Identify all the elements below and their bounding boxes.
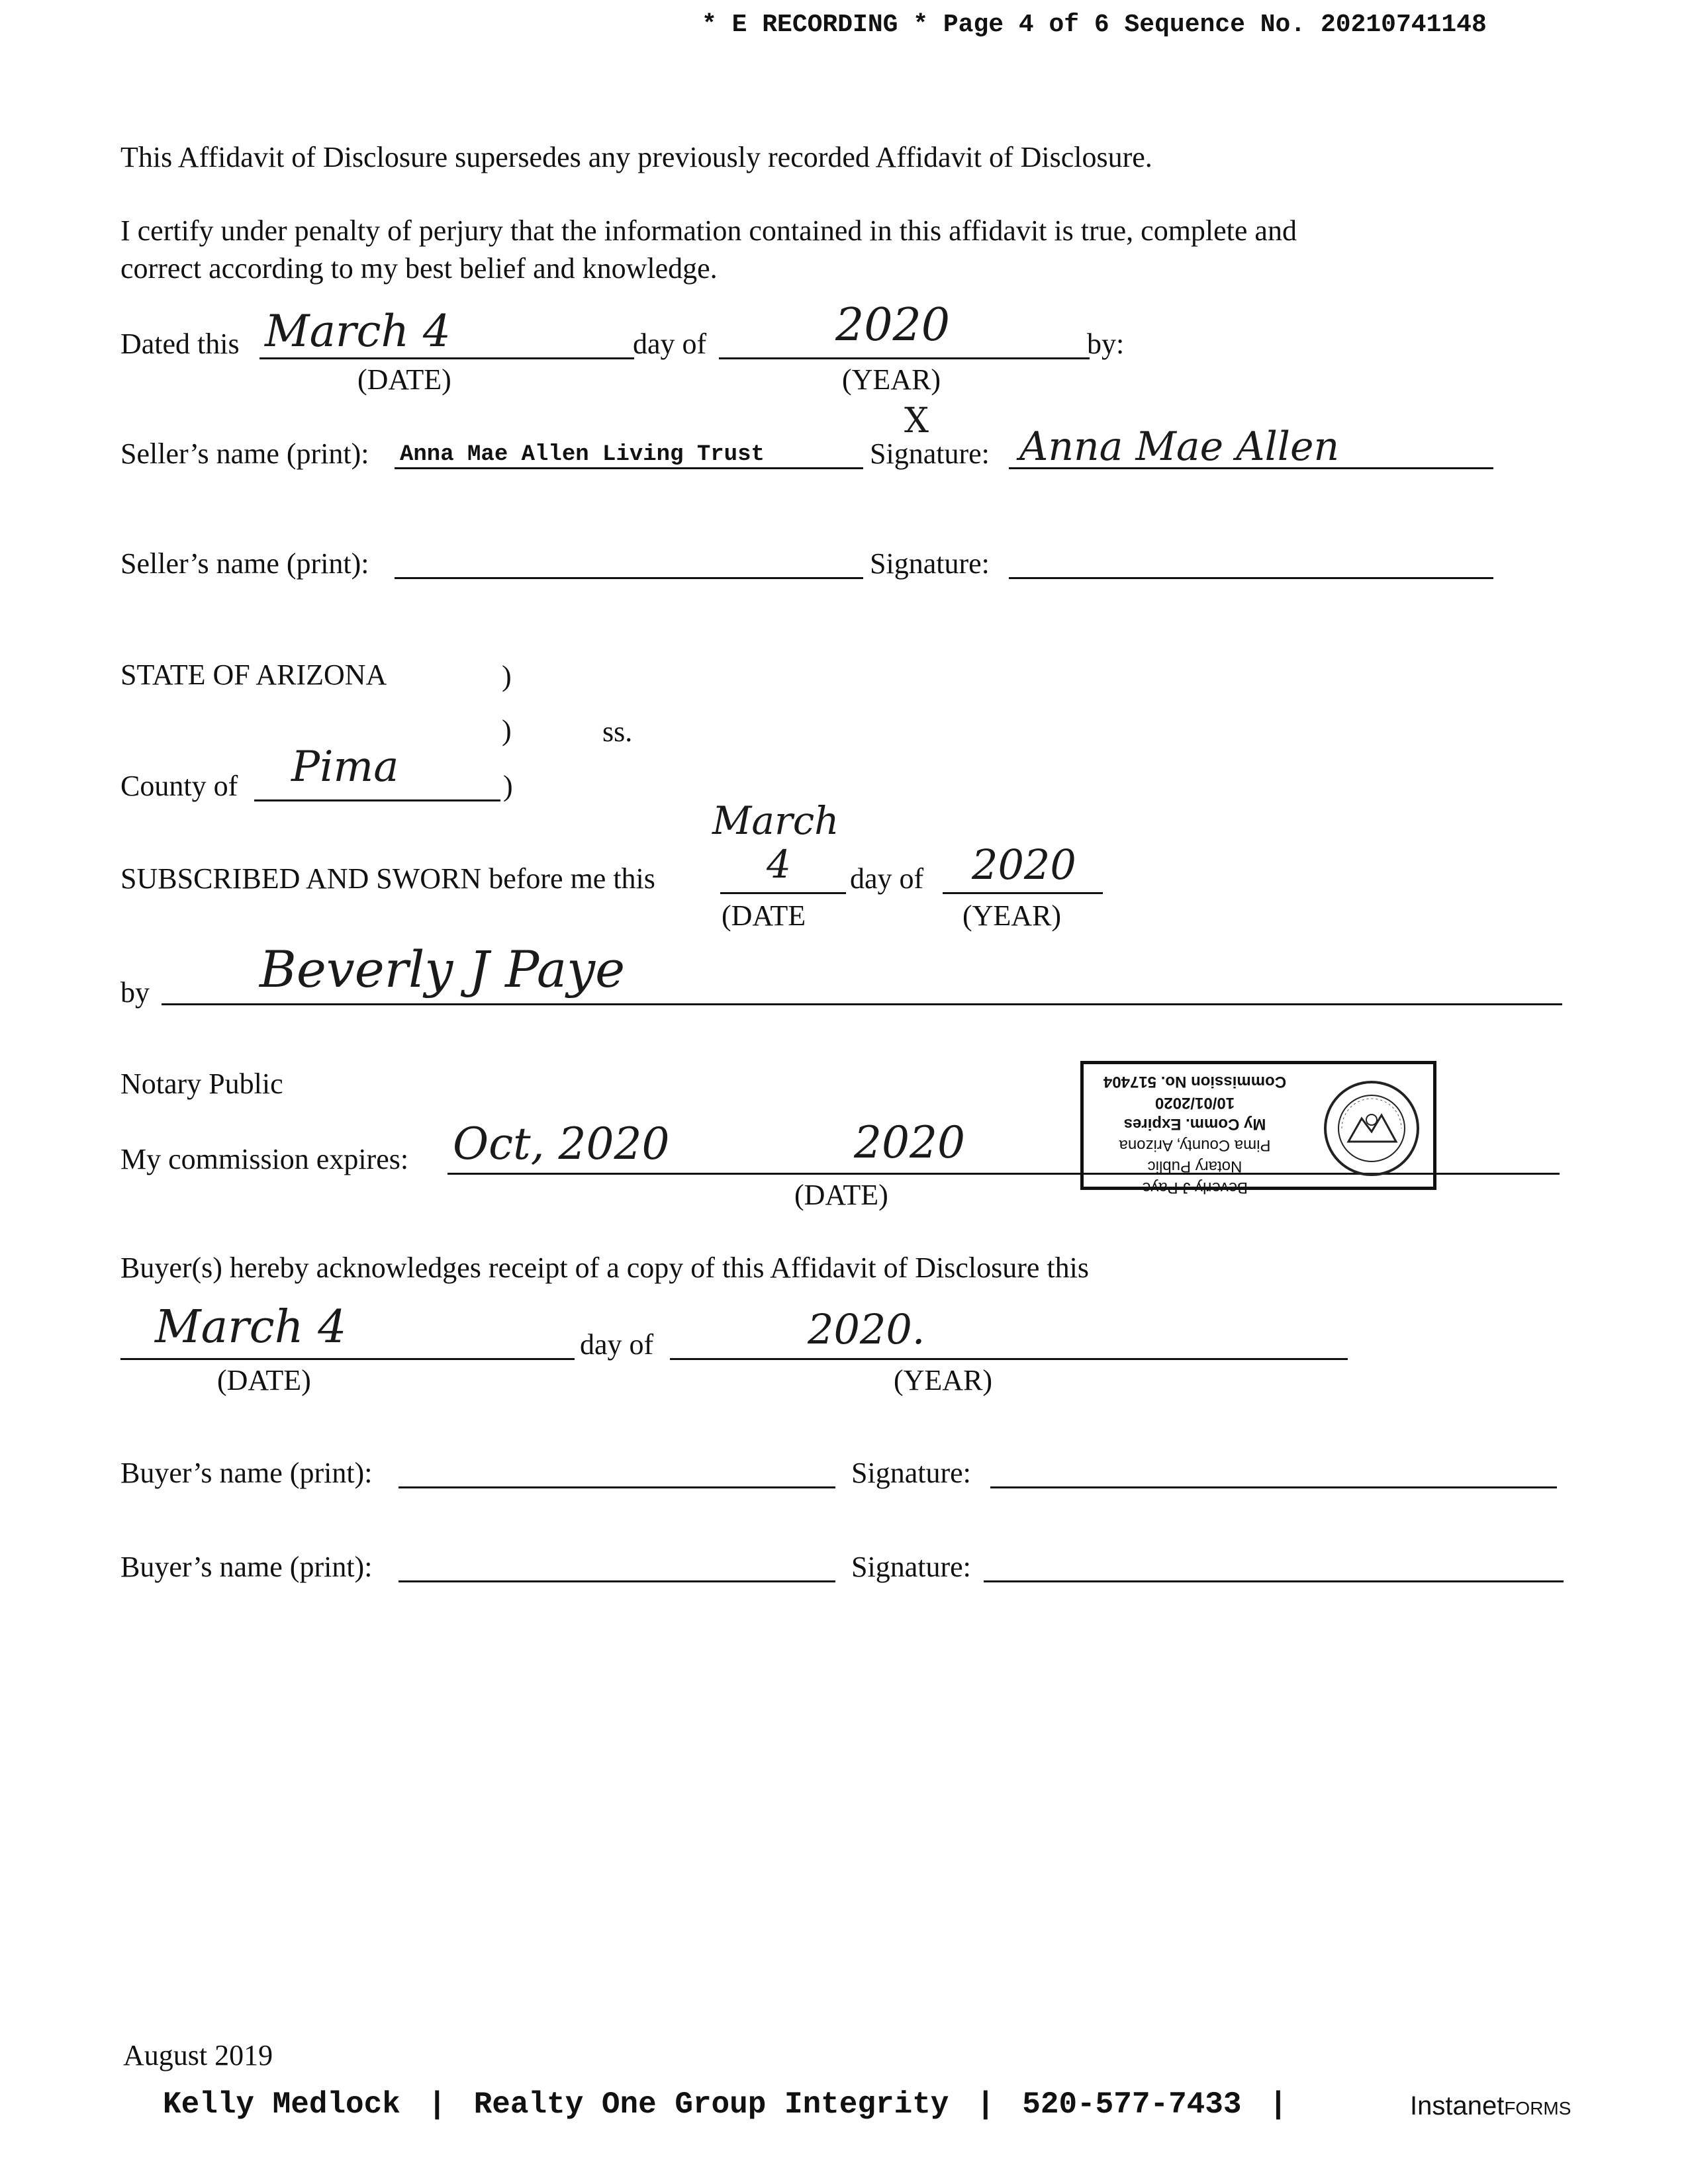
sworn-day-handwritten: 4 <box>767 842 791 887</box>
county-line[interactable] <box>254 799 500 801</box>
county-label: County of <box>120 770 238 802</box>
dated-year-line[interactable] <box>719 357 1090 359</box>
sworn-day-line[interactable] <box>720 892 846 894</box>
buyer-ack-date-handwritten: March 4 <box>155 1301 347 1353</box>
footer-agent-name: Kelly Medlock <box>163 2087 400 2122</box>
dated-day-of: day of <box>633 328 707 360</box>
dated-date-caption: (DATE) <box>357 363 451 396</box>
buyer-ack-text: Buyer(s) hereby acknowledges receipt of a copy of this Affidavit of Disclosure this <box>120 1251 1089 1284</box>
notary-stamp <box>1080 1061 1436 1197</box>
seller1-signature-handwritten: Anna Mae Allen <box>1019 424 1340 470</box>
buyer2-name-line[interactable] <box>399 1580 835 1582</box>
buyer1-name-line[interactable] <box>399 1486 835 1488</box>
stamp-line-4: My Comm. Expires 10/01/2020 <box>1123 1094 1266 1133</box>
state-ss: ss. <box>602 715 633 748</box>
certify-line-1: I certify under penalty of perjury that the information contained in this affidavit is true, complete and <box>120 214 1297 247</box>
buyer2-name-label: Buyer’s name (print): <box>120 1551 373 1583</box>
buyer-ack-year-caption: (YEAR) <box>894 1364 993 1396</box>
seller1-name-value: Anna Mae Allen Living Trust <box>400 442 765 467</box>
sworn-year-handwritten: 2020 <box>972 841 1076 889</box>
certify-line-2: correct according to my best belief and knowledge. <box>120 252 718 285</box>
dated-date-line[interactable] <box>259 357 634 359</box>
footer-phone: 520-577-7433 <box>1022 2087 1242 2122</box>
sworn-prefix: SUBSCRIBED AND SWORN before me this <box>120 862 655 895</box>
commission-date-caption: (DATE) <box>794 1179 888 1211</box>
by-label: by <box>120 976 150 1009</box>
dated-year-caption: (YEAR) <box>842 363 941 396</box>
dated-date-handwritten: March 4 <box>265 306 451 357</box>
commission-year-handwritten: 2020 <box>854 1117 965 1168</box>
state-label: STATE OF ARIZONA <box>120 659 387 691</box>
commission-handwritten: Oct, 2020 <box>453 1118 670 1169</box>
logo-suffix: FORMS <box>1504 2098 1571 2118</box>
stamp-line-1: Beverly J Paye <box>1141 1179 1248 1197</box>
buyer1-signature-label: Signature: <box>851 1457 971 1489</box>
instanet-forms-logo <box>1410 2091 1571 2121</box>
recording-header: * E RECORDING * Page 4 of 6 Sequence No. 20210741148 <box>702 11 1487 39</box>
logo-main: Instanet <box>1410 2091 1505 2120</box>
seller1-signature-mark: X <box>904 401 929 441</box>
stamp-line-3: Pima County, Arizona <box>1119 1136 1271 1154</box>
notary-stamp-text <box>1096 1071 1294 1198</box>
dated-by: by: <box>1087 328 1125 360</box>
by-handwritten: Beverly J Paye <box>259 940 626 999</box>
sworn-year-line[interactable] <box>943 892 1103 894</box>
seller1-signature-label: Signature: <box>870 437 990 470</box>
county-handwritten: Pima <box>291 743 399 792</box>
footer-separator: | <box>1269 2087 1288 2122</box>
sworn-year-caption: (YEAR) <box>962 899 1062 932</box>
buyer-ack-day-of: day of <box>580 1328 654 1361</box>
supersedes-statement: This Affidavit of Disclosure supersedes any previously recorded Affidavit of Disclosure. <box>120 141 1152 173</box>
buyer-ack-year-handwritten: 2020. <box>808 1305 925 1353</box>
sworn-month-handwritten: March <box>712 798 839 843</box>
sworn-date-caption: (DATE <box>722 899 806 932</box>
seller2-name-label: Seller’s name (print): <box>120 547 369 580</box>
stamp-line-5: Commission No. 517404 <box>1103 1073 1287 1091</box>
seller1-name-line[interactable] <box>395 467 863 469</box>
sworn-day-of: day of <box>850 862 924 895</box>
by-line[interactable] <box>162 1003 1562 1005</box>
buyer2-signature-line[interactable] <box>984 1580 1564 1582</box>
footer-agent-bar <box>163 2087 1297 2122</box>
stamp-line-2: Notary Public <box>1147 1158 1243 1175</box>
buyer-ack-date-caption: (DATE) <box>217 1364 311 1396</box>
buyer2-signature-label: Signature: <box>851 1551 971 1583</box>
buyer-ack-date-line[interactable] <box>120 1358 575 1360</box>
commission-label: My commission expires: <box>120 1143 409 1175</box>
dated-prefix: Dated this <box>120 328 240 360</box>
footer-separator: | <box>976 2087 995 2122</box>
footer-separator: | <box>428 2087 447 2122</box>
buyer1-name-label: Buyer’s name (print): <box>120 1457 373 1489</box>
notary-seal-icon <box>1322 1079 1421 1178</box>
seller2-name-line[interactable] <box>395 577 863 579</box>
buyer1-signature-line[interactable] <box>990 1486 1557 1488</box>
seller2-signature-label: Signature: <box>870 547 990 580</box>
buyer-ack-year-line[interactable] <box>670 1358 1348 1360</box>
form-revision-date: August 2019 <box>123 2039 273 2071</box>
dated-year-handwritten: 2020 <box>835 299 951 351</box>
footer-brokerage: Realty One Group Integrity <box>473 2087 949 2122</box>
notary-label: Notary Public <box>120 1068 283 1100</box>
county-paren: ) <box>503 770 513 802</box>
seller2-signature-line[interactable] <box>1009 577 1493 579</box>
state-paren-1: ) <box>502 660 512 692</box>
seller1-name-label: Seller’s name (print): <box>120 437 369 470</box>
state-paren-2: ) <box>502 714 512 747</box>
